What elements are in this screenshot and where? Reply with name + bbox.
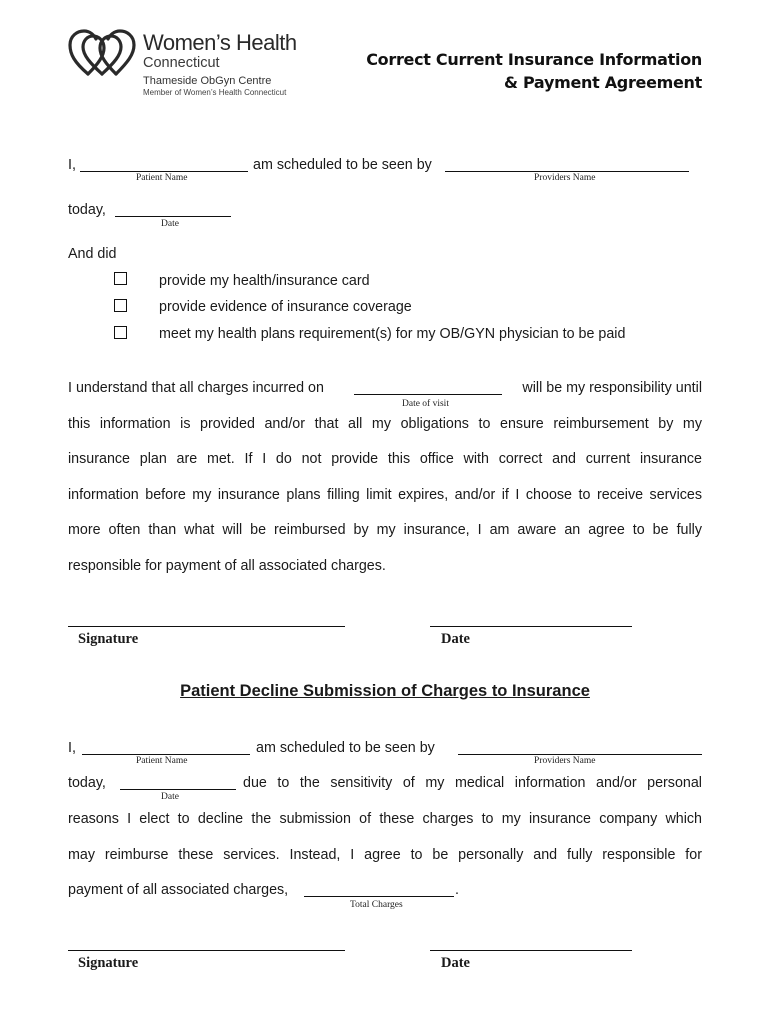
s1-today-label: today, [68,202,106,218]
s2-para-line-2: may reimburse these services. Instead, I agree to be personally and fully responsible for [68,847,702,863]
s2-date-label: Date [161,792,179,802]
s1-para-line-1: this information is provided and/or that all my obligations to ensure reimbursement by my [68,416,702,432]
s1-patient-name-label: Patient Name [136,173,188,183]
s1-signature-field[interactable] [68,626,345,627]
checkbox-insurance-card[interactable] [114,272,127,285]
s2-total-charges-field[interactable] [304,896,454,897]
s1-signature-date-field[interactable] [430,626,632,627]
member-text: Member of Women’s Health Connecticut [143,88,287,97]
s1-signature-date-label: Date [441,631,470,647]
heart-logo-icon [68,28,136,78]
checkbox-plan-requirements-label: meet my health plans requirement(s) for my OB/GYN physician to be paid [159,326,626,342]
s1-para-line-3: information before my insurance plans filling limit expires, and/or if I choose to receive services [68,487,702,503]
checkbox-insurance-card-label: provide my health/insurance card [159,273,370,289]
s1-and-did: And did [68,246,117,262]
title-line-1: Correct Current Insurance Information [366,50,702,69]
s2-sensitivity-text: due to the sensitivity of my medical information and/or personal [243,775,702,791]
s2-signature-date-label: Date [441,955,470,971]
s2-signature-label: Signature [78,955,139,971]
brand-name: Women’s Health [143,30,297,55]
s2-today-date-field[interactable] [120,789,236,790]
s1-today-date-field[interactable] [115,216,231,217]
s1-understand-text: I understand that all charges incurred on [68,380,324,396]
s1-date-label: Date [161,219,179,229]
s1-para-line-2: insurance plan are met. If I do not provide this office with correct and current insurance [68,451,702,467]
s1-providers-name-label: Providers Name [534,173,596,183]
title-line-2: & Payment Agreement [504,73,702,92]
s1-provider-name-field[interactable] [445,171,689,172]
s1-scheduled-text: am scheduled to be seen by [253,157,432,173]
s2-total-charges-label: Total Charges [350,900,403,910]
s2-payment-text: payment of all associated charges, [68,882,289,898]
s2-provider-name-field[interactable] [458,754,702,755]
s1-patient-name-field[interactable] [80,171,248,172]
s2-scheduled-text: am scheduled to be seen by [256,740,435,756]
s2-patient-name-label: Patient Name [136,756,188,766]
checkbox-evidence-coverage-label: provide evidence of insurance coverage [159,299,412,315]
s1-date-of-visit-field[interactable] [354,394,502,395]
s2-para-line-1: reasons I elect to decline the submission of these charges to my insurance company which [68,811,702,827]
s1-date-of-visit-label: Date of visit [402,399,449,409]
checkbox-plan-requirements[interactable] [114,326,127,339]
s2-providers-name-label: Providers Name [534,756,596,766]
s1-para-last: responsible for payment of all associated charges. [68,558,386,574]
s1-i-prefix: I, [68,157,76,173]
s1-signature-label: Signature [78,631,139,647]
brand-sub: Connecticut [143,55,220,71]
s1-para-line-4: more often than what will be reimbursed by my insurance, I am aware an agree to be fully [68,522,702,538]
s2-signature-field[interactable] [68,950,345,951]
s2-payment-period: . [455,882,459,898]
checkbox-evidence-coverage[interactable] [114,299,127,312]
s2-signature-date-field[interactable] [430,950,632,951]
centre-name: Thameside ObGyn Centre [143,75,272,87]
s2-patient-name-field[interactable] [82,754,250,755]
document-title [366,48,702,94]
s1-responsibility-text: will be my responsibility until [522,380,702,396]
s2-today-label: today, [68,775,106,791]
s2-i-prefix: I, [68,740,76,756]
section-2-title: Patient Decline Submission of Charges to Insurance [180,682,590,700]
